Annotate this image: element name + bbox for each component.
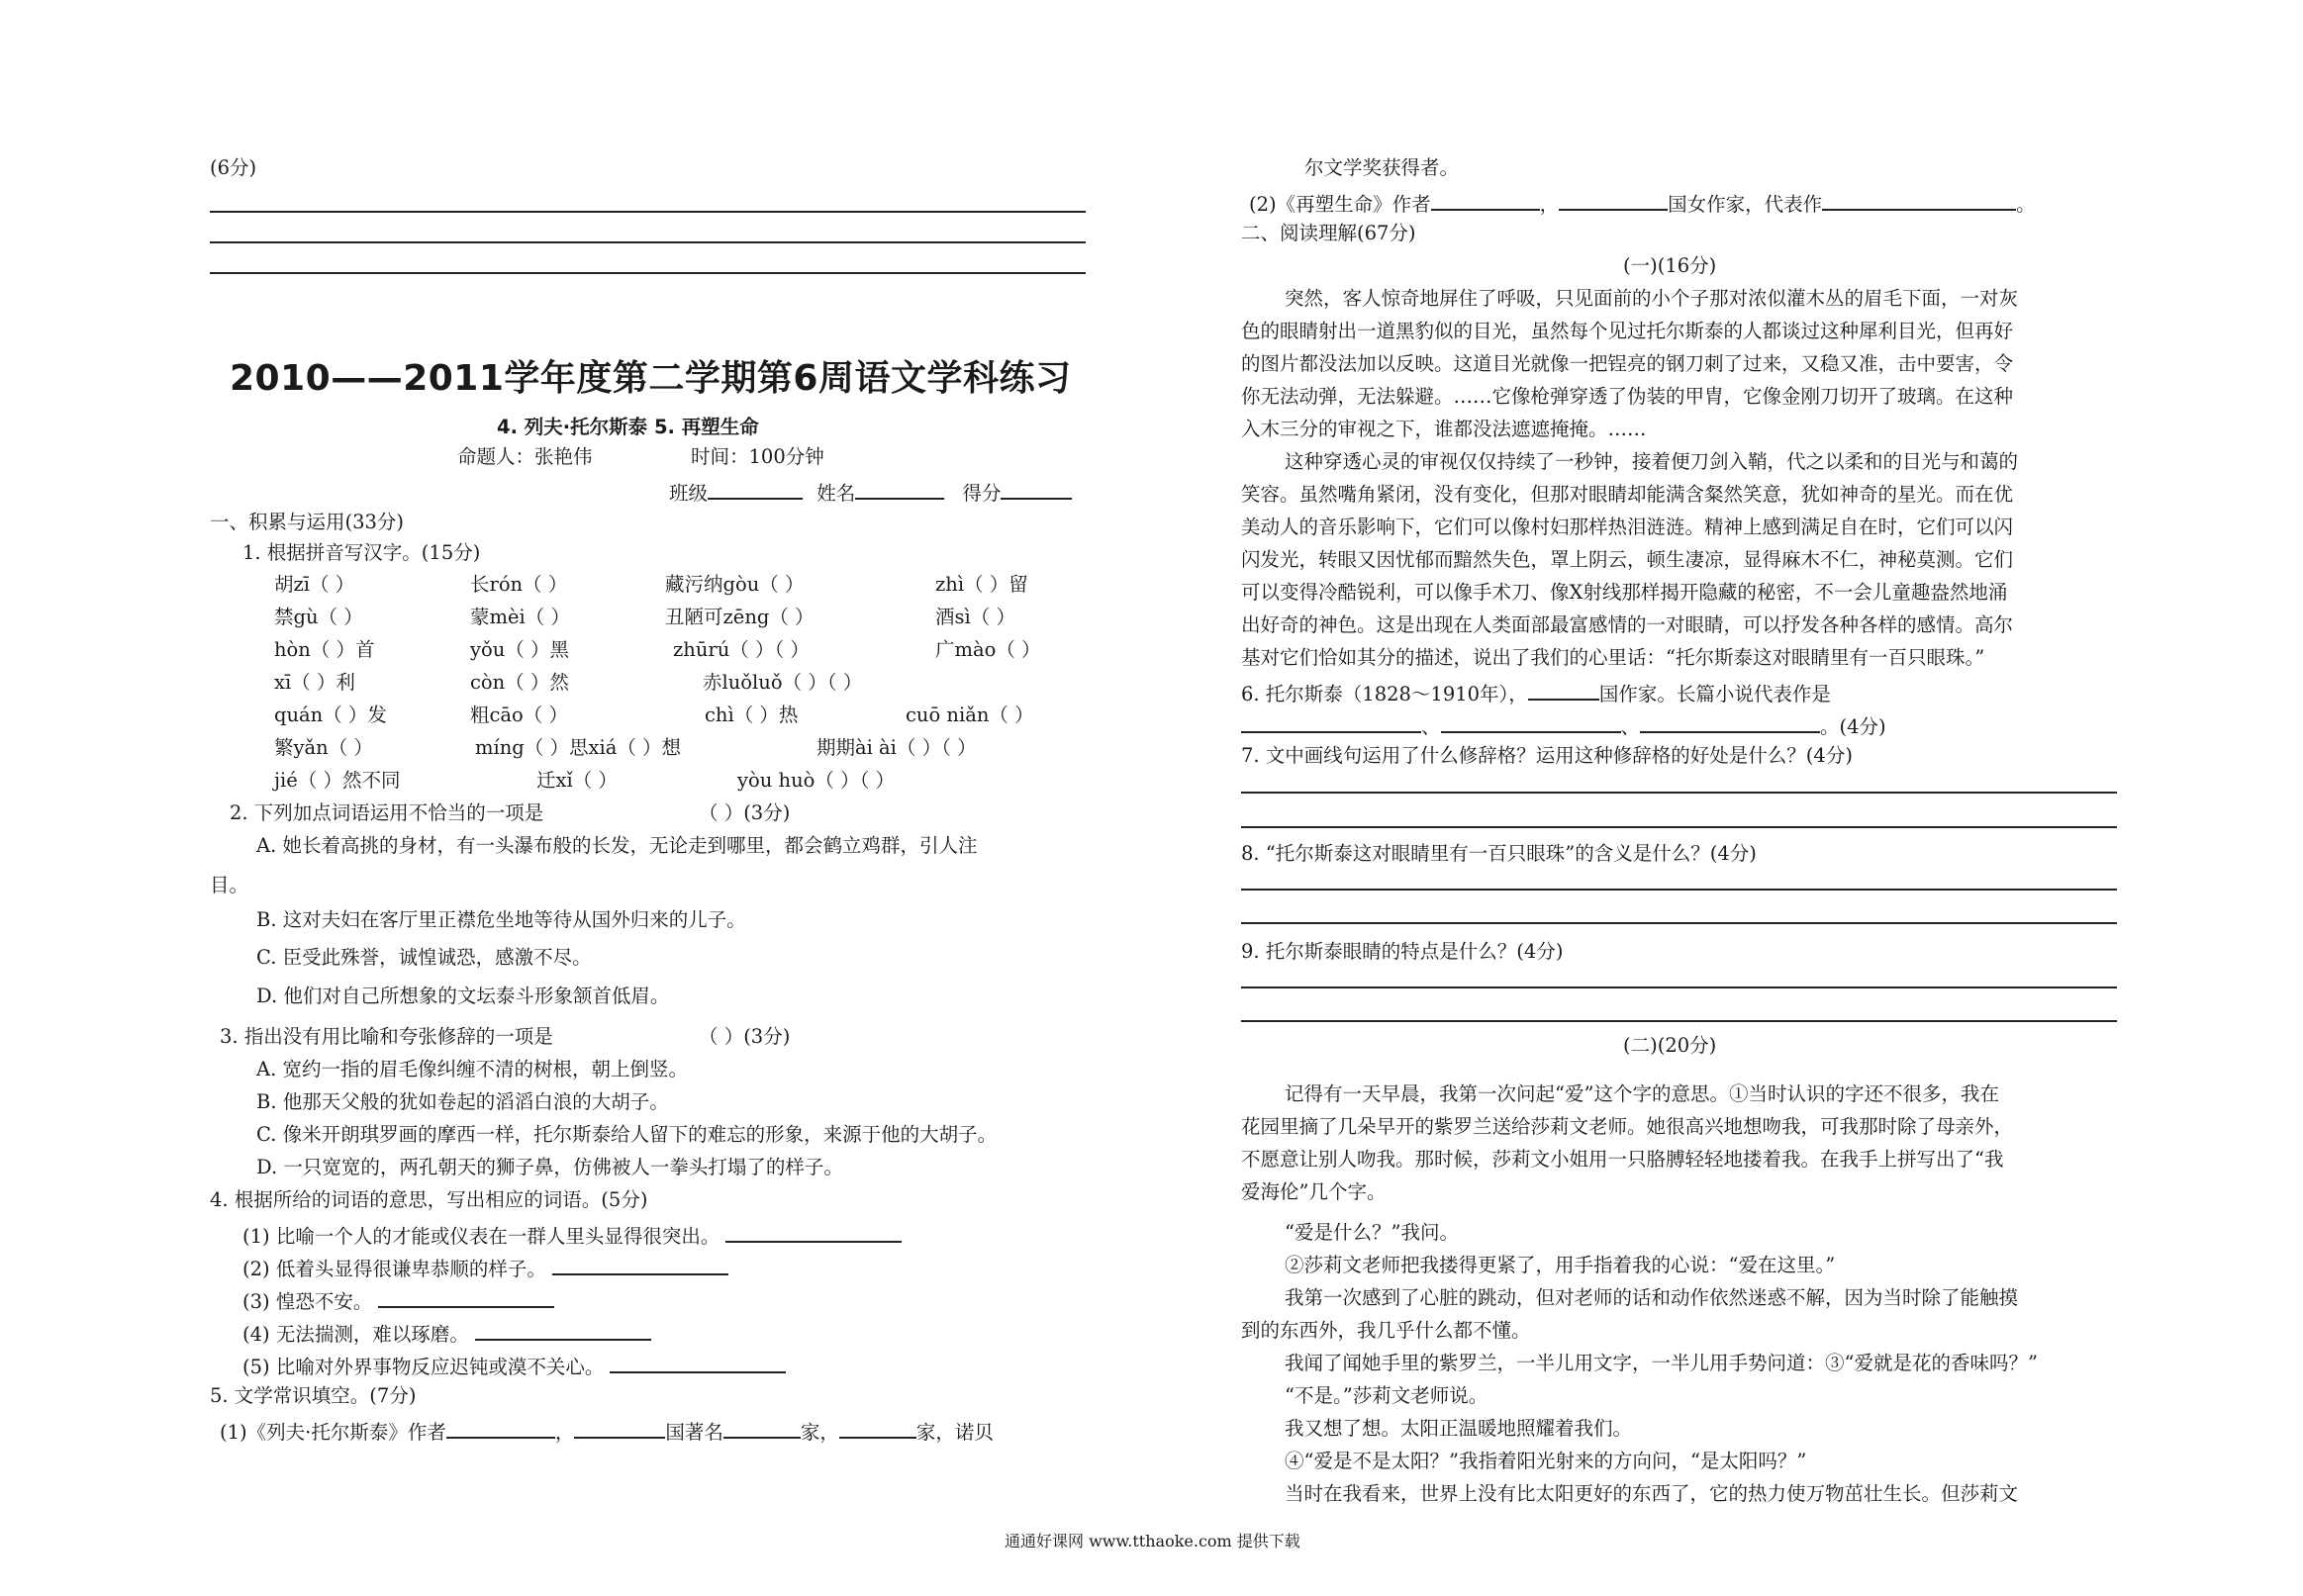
question-3-option-b: B. 他那天父般的犹如卷起的滔滔白浪的大胡子。 bbox=[256, 1090, 669, 1113]
question-2-option-c: C. 臣受此殊誉，诚惶诚恐，感激不尽。 bbox=[256, 946, 592, 969]
question-6: 6. 托尔斯泰（1828～1910年）， 国作家。长篇小说代表作是 bbox=[1241, 683, 1831, 705]
pinyin-item: 广mào（ ） bbox=[935, 638, 1041, 661]
pinyin-item: quán（ ）发 bbox=[274, 704, 387, 726]
pinyin-item: zhì（ ）留 bbox=[935, 573, 1028, 596]
pinyin-item: hòn（ ）首 bbox=[274, 638, 375, 661]
passage-line: 基对它们恰如其分的描述，说出了我们的心里话：“托尔斯泰这对眼睛里有一百只眼珠。” bbox=[1241, 646, 1985, 669]
answer-field[interactable] bbox=[1822, 191, 2016, 211]
pinyin-item: 丑陋可zēng（ ） bbox=[665, 606, 815, 628]
answer-field[interactable] bbox=[1528, 681, 1599, 701]
passage-line: 出好奇的神色。这是出现在人类面部最富感情的一对眼睛，可以抒发各种各样的感情。高尔 bbox=[1241, 613, 2014, 636]
pinyin-item: 粗cāo（ ） bbox=[470, 704, 568, 726]
passage-line: 花园里摘了几朵早开的紫罗兰送给莎莉文老师。她很高兴地想吻我，可我那时除了母亲外， bbox=[1241, 1115, 2014, 1138]
pinyin-item: 迁xǐ（ ） bbox=[536, 769, 618, 792]
pinyin-item: yòu huò（ ）（ ） bbox=[737, 769, 896, 792]
passage-line: “爱是什么？”我问。 bbox=[1285, 1221, 1459, 1244]
question-6-cont: 、 、 。(4分) bbox=[1241, 713, 1886, 737]
pinyin-item: míng（ ）思xiá（ ）想 bbox=[475, 736, 682, 759]
question-4-item: (3) 惶恐不安。 bbox=[242, 1288, 554, 1312]
passage-line: 入木三分的审视之下，谁都没法遮遮掩掩。…… bbox=[1241, 418, 1647, 440]
passage-line: 我又想了想。太阳正温暖地照耀着我们。 bbox=[1285, 1417, 1633, 1440]
answer-field[interactable] bbox=[574, 1419, 665, 1439]
subtitle: 4. 列夫·托尔斯泰 5. 再塑生命 bbox=[497, 416, 759, 438]
pinyin-item: chì（ ）热 bbox=[705, 704, 799, 726]
question-7: 7. 文中画线句运用了什么修辞格？运用这种修辞格的好处是什么？(4分) bbox=[1241, 744, 1853, 767]
question-4: 4. 根据所给的词语的意思，写出相应的词语。(5分) bbox=[210, 1188, 648, 1211]
answer-line[interactable] bbox=[1241, 826, 2117, 828]
answer-field[interactable] bbox=[475, 1321, 651, 1341]
answer-field[interactable] bbox=[1640, 713, 1820, 733]
question-3-option-a: A. 宽约一指的眉毛像纠缠不清的树根，朝上倒竖。 bbox=[256, 1058, 688, 1080]
passage-line: 的图片都没法加以反映。这道目光就像一把锃亮的钢刀刺了过来，又稳又准，击中要害，令 bbox=[1241, 352, 2014, 375]
question-9: 9. 托尔斯泰眼睛的特点是什么？(4分) bbox=[1241, 940, 1564, 963]
passage-line: 闪发光，转眼又因忧郁而黯然失色，罩上阴云，顿生凄凉，显得麻木不仁，神秘莫测。它们 bbox=[1241, 548, 2014, 571]
answer-field[interactable] bbox=[1241, 713, 1421, 733]
answer-field[interactable] bbox=[610, 1354, 786, 1373]
pinyin-item: 繁yǎn（ ） bbox=[274, 736, 373, 759]
answer-line[interactable] bbox=[1241, 922, 2117, 924]
answer-field[interactable] bbox=[1559, 191, 1668, 211]
passage-line: 这种穿透心灵的审视仅仅持续了一秒钟，接着便刀剑入鞘，代之以柔和的目光与和蔼的 bbox=[1285, 450, 2019, 473]
answer-field[interactable] bbox=[1441, 713, 1621, 733]
page-title: 2010——2011学年度第二学期第6周语文学科练习 bbox=[230, 358, 1072, 399]
question-5-item-2: (2)《再塑生命》作者 ， 国女作家，代表作 。 bbox=[1249, 193, 2036, 216]
question-2: 2. 下列加点词语运用不恰当的一项是 bbox=[230, 801, 544, 824]
question-5: 5. 文学常识填空。(7分) bbox=[210, 1384, 417, 1407]
passage-line: 突然，客人惊奇地屏住了呼吸，只见面前的小个子那对浓似灌木丛的眉毛下面，一对灰 bbox=[1285, 287, 2019, 310]
passage-line: 你无法动弹，无法躲避。……它像枪弹穿透了伪装的甲胄，它像金刚刀切开了玻璃。在这种 bbox=[1241, 385, 2014, 408]
question-3-paren: （ ）(3分) bbox=[699, 1025, 791, 1048]
answer-field[interactable] bbox=[723, 1419, 801, 1439]
pinyin-item: jié（ ）然不同 bbox=[274, 769, 401, 792]
pinyin-item: 蒙mèi（ ） bbox=[470, 606, 570, 628]
author-label: 命题人：张艳伟 bbox=[457, 445, 593, 468]
part-2-title: (二)(20分) bbox=[1623, 1034, 1717, 1057]
passage-line: 笑容。虽然嘴角紧闭，没有变化，但那对眼睛却能满含粲然笑意，犹如神奇的星光。而在优 bbox=[1241, 483, 2014, 506]
pinyin-item: yǒu（ ）黑 bbox=[470, 638, 570, 661]
pinyin-item: 赤luǒluǒ（ ）（ ） bbox=[703, 671, 863, 694]
pinyin-item: 藏污纳gòu（ ） bbox=[665, 573, 805, 596]
answer-line bbox=[210, 211, 1086, 213]
question-4-item: (4) 无法揣测，难以琢磨。 bbox=[242, 1321, 651, 1345]
pinyin-item: 期期ài ài（ ）（ ） bbox=[816, 736, 977, 759]
question-2-option-d: D. 他们对自己所想象的文坛泰斗形象颔首低眉。 bbox=[256, 985, 670, 1007]
question-5-item-1: (1)《列夫·托尔斯泰》作者 ， 国著名 家， 家，诺贝 bbox=[220, 1421, 994, 1444]
pinyin-item: 长rón（ ） bbox=[470, 573, 568, 596]
passage-line: 爱海伦”几个字。 bbox=[1241, 1180, 1387, 1203]
name-field[interactable] bbox=[855, 480, 944, 500]
passage-line: ④“爱是不是太阳？”我指着阳光射来的方向问，“是太阳吗？” bbox=[1285, 1450, 1807, 1472]
passage-line: 当时在我看来，世界上没有比太阳更好的东西了，它的热力使万物茁壮生长。但莎莉文 bbox=[1285, 1482, 2019, 1505]
answer-field[interactable] bbox=[1431, 191, 1540, 211]
question-2-paren: （ ）(3分) bbox=[699, 801, 791, 824]
answer-line bbox=[210, 272, 1086, 274]
answer-field[interactable] bbox=[725, 1223, 902, 1243]
answer-line[interactable] bbox=[1241, 792, 2117, 794]
answer-field[interactable] bbox=[552, 1256, 728, 1275]
class-field[interactable] bbox=[708, 480, 803, 500]
passage-line: 到的东西外，我几乎什么都不懂。 bbox=[1241, 1319, 1531, 1342]
pinyin-item: xī（ ）利 bbox=[274, 671, 355, 694]
question-8: 8. “托尔斯泰这对眼睛里有一百只眼珠”的含义是什么？(4分) bbox=[1241, 842, 1757, 865]
name-label: 姓名 bbox=[816, 482, 856, 505]
pinyin-item: 禁gù（ ） bbox=[274, 606, 363, 628]
question-2-option-a: A. 她长着高挑的身材，有一头瀑布般的长发，无论走到哪里，都会鹤立鸡群，引人注 bbox=[256, 834, 978, 857]
question-1: 1. 根据拼音写汉字。(15分) bbox=[242, 541, 481, 564]
part-1-title: (一)(16分) bbox=[1623, 254, 1717, 277]
passage-line: 记得有一天早晨，我第一次问起“爱”这个字的意思。①当时认识的字还不很多，我在 bbox=[1285, 1082, 1999, 1105]
passage-line: “不是。”莎莉文老师说。 bbox=[1285, 1384, 1488, 1407]
question-3-option-d: D. 一只宽宽的，两孔朝天的狮子鼻，仿佛被人一拳头打塌了的样子。 bbox=[256, 1156, 843, 1178]
section-1-heading: 一、积累与运用(33分) bbox=[210, 511, 405, 533]
page-footer: 通通好课网 www.tthaoke.com 提供下载 bbox=[1005, 1532, 1300, 1550]
passage-line: 可以变得冷酷锐利，可以像手术刀、像X射线那样揭开隐藏的秘密，不一会儿童趣盎然地涌 bbox=[1241, 581, 2008, 604]
score-label: 得分 bbox=[962, 482, 1002, 505]
question-2-option-a-cont: 目。 bbox=[210, 874, 249, 896]
passage-line: 我闻了闻她手里的紫罗兰，一半儿用文字，一半儿用手势问道：③“爱就是花的香味吗？” bbox=[1285, 1352, 2038, 1374]
question-3: 3. 指出没有用比喻和夸张修辞的一项是 bbox=[220, 1025, 553, 1048]
question-4-item: (1) 比喻一个人的才能或仪表在一群人里头显得很突出。 bbox=[242, 1223, 902, 1247]
question-2-option-b: B. 这对夫妇在客厅里正襟危坐地等待从国外归来的儿子。 bbox=[256, 908, 746, 931]
pinyin-item: 酒sì（ ） bbox=[935, 606, 1015, 628]
header-score: (6分) bbox=[210, 156, 257, 179]
passage-line: 不愿意让别人吻我。那时候，莎莉文小姐用一只胳膊轻轻地搂着我。在我手上拼写出了“我 bbox=[1241, 1148, 2004, 1171]
time-label: 时间：100分钟 bbox=[691, 445, 824, 468]
answer-field[interactable] bbox=[839, 1419, 916, 1439]
question-4-item: (5) 比喻对外界事物反应迟钝或漠不关心。 bbox=[242, 1354, 786, 1377]
pinyin-item: còn（ ）然 bbox=[470, 671, 569, 694]
answer-line bbox=[210, 241, 1086, 243]
pinyin-item: cuō niǎn（ ） bbox=[906, 704, 1034, 726]
passage-line: ②莎莉文老师把我搂得更紧了，用手指着我的心说：“爱在这里。” bbox=[1285, 1254, 1836, 1276]
answer-field[interactable] bbox=[378, 1288, 554, 1308]
answer-field[interactable] bbox=[446, 1419, 555, 1439]
question-3-option-c: C. 像米开朗琪罗画的摩西一样，托尔斯泰给人留下的难忘的形象，来源于他的大胡子。 bbox=[256, 1123, 998, 1146]
answer-line[interactable] bbox=[1241, 1020, 2117, 1022]
question-5-item-1-cont: 尔文学奖获得者。 bbox=[1304, 156, 1460, 179]
class-label: 班级 bbox=[669, 482, 709, 505]
passage-line: 色的眼睛射出一道黑豹似的目光，虽然每个见过托尔斯泰的人都谈过这种犀利目光，但再好 bbox=[1241, 320, 2014, 342]
pinyin-item: 胡zī（ ） bbox=[274, 573, 355, 596]
section-2-heading: 二、阅读理解(67分) bbox=[1241, 222, 1416, 244]
passage-line: 我第一次感到了心脏的跳动，但对老师的话和动作依然迷惑不解，因为当时除了能触摸 bbox=[1285, 1286, 2019, 1309]
answer-line[interactable] bbox=[1241, 889, 2117, 891]
answer-line[interactable] bbox=[1241, 986, 2117, 988]
pinyin-item: zhūrú（ ）（ ） bbox=[673, 638, 810, 661]
student-info bbox=[669, 480, 1072, 504]
question-4-item: (2) 低着头显得很谦卑恭顺的样子。 bbox=[242, 1256, 728, 1279]
score-field[interactable] bbox=[1001, 480, 1072, 500]
passage-line: 美动人的音乐影响下，它们可以像村妇那样热泪涟涟。精神上感到满足自在时，它们可以闪 bbox=[1241, 516, 2014, 538]
